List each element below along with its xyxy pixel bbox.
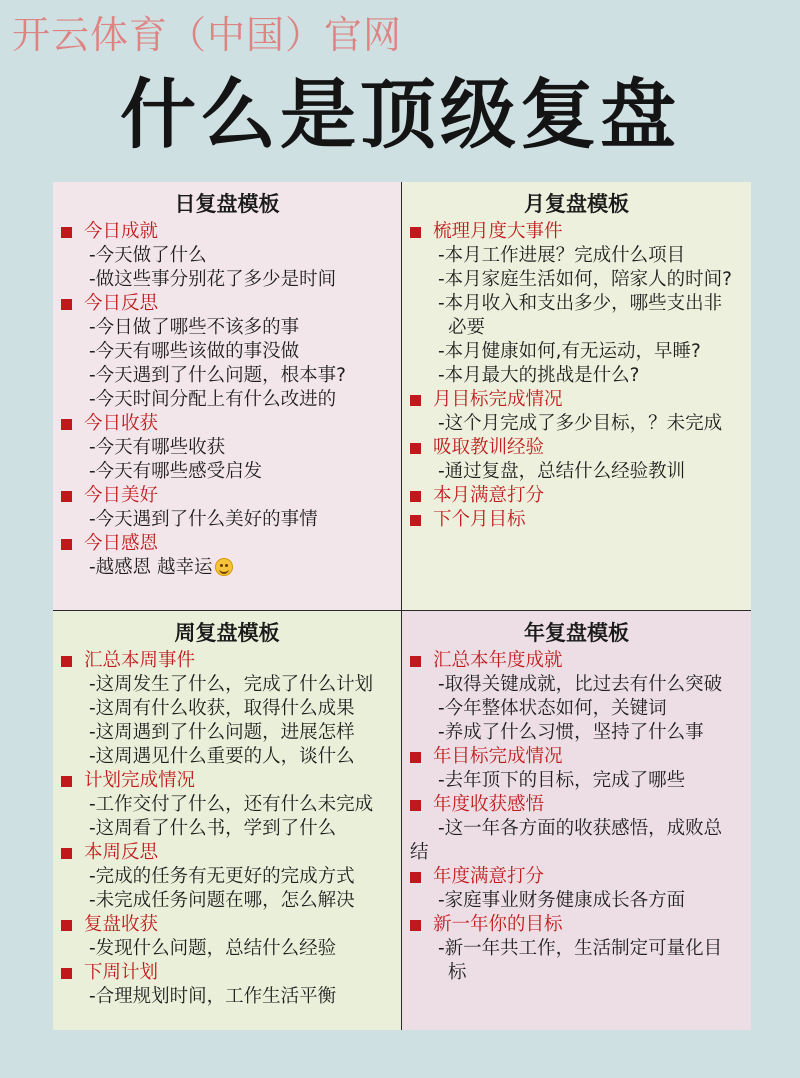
smiley-face-icon <box>215 558 233 576</box>
yearly-review-panel <box>402 611 751 1030</box>
section-line: -发现什么问题，总结什么经验 <box>89 938 337 959</box>
section-heading <box>61 220 397 244</box>
panel-title: 周复盘模板 <box>174 621 280 645</box>
section <box>410 388 747 436</box>
section-heading-text: 月目标完成情况 <box>433 389 563 410</box>
section-line: -这一年各方面的收获感悟，成败总 <box>438 818 723 839</box>
section <box>61 532 397 580</box>
section-heading <box>410 508 747 532</box>
section-heading <box>61 961 397 985</box>
section-line: -本月健康如何,有无运动，早睡? <box>438 341 701 362</box>
section-heading-text: 梳理月度大事件 <box>433 221 563 242</box>
section-heading-text: 复盘收获 <box>84 914 159 935</box>
section-heading-text: 吸取教训经验 <box>433 437 545 458</box>
section-line: -这周遇见什么重要的人，谈什么 <box>89 746 355 767</box>
section <box>410 436 747 484</box>
section-line: -今年整体状态如何，关键词 <box>438 698 667 719</box>
square-bullet-icon <box>61 968 72 979</box>
section-heading <box>410 745 747 769</box>
section-line: -本月最大的挑战是什么? <box>438 365 640 386</box>
section-heading-text: 今日美好 <box>84 485 159 506</box>
weekly-review-panel <box>53 611 402 1030</box>
square-bullet-icon <box>61 848 72 859</box>
section-line: -今天做了什么 <box>89 245 207 266</box>
section-line <box>61 556 397 580</box>
panel-title: 年复盘模板 <box>524 621 629 645</box>
section <box>61 769 397 841</box>
section-heading <box>61 841 397 865</box>
section <box>410 793 747 865</box>
section-heading-text: 今日感恩 <box>84 533 159 554</box>
section-heading-text: 年目标完成情况 <box>433 746 563 767</box>
square-bullet-icon <box>61 776 72 787</box>
section-heading-text: 年度收获感悟 <box>433 794 545 815</box>
section-line: -新一年共工作，生活制定可量化目 <box>438 938 723 959</box>
section-heading <box>61 484 397 508</box>
section-heading-text: 汇总本年度成就 <box>433 650 563 671</box>
section-heading-text: 汇总本周事件 <box>84 650 196 671</box>
section-line: -取得关键成就，比过去有什么突破 <box>438 674 723 695</box>
section <box>410 649 747 745</box>
section-line: -今日做了哪些不该多的事 <box>89 317 300 338</box>
section-heading-text: 下周计划 <box>84 962 159 983</box>
section-heading <box>410 865 747 889</box>
section-line: -这个月完成了多少目标，？未完成 <box>438 413 723 434</box>
section-line: -这周遇到了什么问题，进展怎样 <box>89 722 355 743</box>
section-heading-text: 本月满意打分 <box>433 485 545 506</box>
section-heading <box>61 649 397 673</box>
square-bullet-icon <box>61 299 72 310</box>
square-bullet-icon <box>410 656 421 667</box>
section-heading-text: 下个月目标 <box>433 509 526 530</box>
section-line: -今天有哪些该做的事没做 <box>89 341 300 362</box>
square-bullet-icon <box>410 515 421 526</box>
section-heading <box>61 769 397 793</box>
section-heading <box>410 388 747 412</box>
section-heading <box>410 649 747 673</box>
section-line-text: -越感恩 越幸运 <box>89 557 213 578</box>
section-heading-text: 年度满意打分 <box>433 866 545 887</box>
section <box>61 961 397 1009</box>
section-heading-text: 计划完成情况 <box>84 770 196 791</box>
panel-title: 月复盘模板 <box>524 192 629 216</box>
section-line: -去年顶下的目标，完成了哪些 <box>438 770 686 791</box>
square-bullet-icon <box>410 491 421 502</box>
monthly-review-panel <box>402 182 751 611</box>
daily-review-panel <box>53 182 402 611</box>
square-bullet-icon <box>410 872 421 883</box>
section-line-continued: 标 <box>448 962 467 983</box>
watermark-text: 开云体育（中国）官网 <box>12 13 403 57</box>
section <box>410 745 747 793</box>
section-heading-text: 今日反思 <box>84 293 159 314</box>
square-bullet-icon <box>61 539 72 550</box>
section-heading-text: 今日收获 <box>84 413 159 434</box>
section-line: -这周发生了什么，完成了什么计划 <box>89 674 374 695</box>
section-heading <box>410 793 747 817</box>
section-line: -通过复盘，总结什么经验教训 <box>438 461 686 482</box>
section <box>61 412 397 484</box>
section-heading-text: 今日成就 <box>84 221 159 242</box>
square-bullet-icon <box>410 920 421 931</box>
section-heading <box>410 484 747 508</box>
section-line: -这周有什么收获，取得什么成果 <box>89 698 355 719</box>
section <box>410 508 747 532</box>
section <box>61 220 397 292</box>
square-bullet-icon <box>410 443 421 454</box>
section-line: -做这些事分别花了多少是时间 <box>89 269 337 290</box>
section-line: -这周看了什么书，学到了什么 <box>89 818 337 839</box>
section-heading <box>410 913 747 937</box>
square-bullet-icon <box>61 656 72 667</box>
section <box>61 484 397 532</box>
section <box>61 292 397 412</box>
section-line: -家庭事业财务健康成长各方面 <box>438 890 686 911</box>
section <box>410 913 747 985</box>
section-heading-text: 新一年你的目标 <box>433 914 563 935</box>
section-line-continued: 结 <box>410 842 429 863</box>
section <box>410 484 747 508</box>
square-bullet-icon <box>410 752 421 763</box>
section-heading-text: 本周反思 <box>84 842 159 863</box>
section <box>410 220 747 388</box>
square-bullet-icon <box>61 920 72 931</box>
section-line: -今天遇到了什么问题，根本事? <box>89 365 346 386</box>
section-line: -今天有哪些收获 <box>89 437 226 458</box>
section-line: -本月工作进展？完成什么项目 <box>438 245 686 266</box>
section-line: -今天遇到了什么美好的事情 <box>89 509 318 530</box>
section <box>410 865 747 913</box>
section-heading <box>410 220 747 244</box>
section-line: -本月收入和支出多少，哪些支出非 <box>438 293 723 314</box>
square-bullet-icon <box>410 395 421 406</box>
page-title: 什么是顶级复盘 <box>120 70 680 159</box>
section <box>61 649 397 769</box>
square-bullet-icon <box>410 800 421 811</box>
section-line: -未完成任务问题在哪，怎么解决 <box>89 890 355 911</box>
section-line: -工作交付了什么，还有什么未完成 <box>89 794 374 815</box>
section-line: -本月家庭生活如何，陪家人的时间? <box>438 269 732 290</box>
section-heading <box>61 532 397 556</box>
section-line: -今天时间分配上有什么改进的 <box>89 389 337 410</box>
square-bullet-icon <box>61 491 72 502</box>
section-line: -合理规划时间，工作生活平衡 <box>89 986 337 1007</box>
section-heading <box>410 436 747 460</box>
section-heading <box>61 292 397 316</box>
template-grid <box>53 182 751 1030</box>
section-line: -今天有哪些感受启发 <box>89 461 263 482</box>
section <box>61 841 397 913</box>
section-heading <box>61 913 397 937</box>
section <box>61 913 397 961</box>
panel-title: 日复盘模板 <box>174 192 280 216</box>
square-bullet-icon <box>61 419 72 430</box>
section-heading <box>61 412 397 436</box>
section-line: -完成的任务有无更好的完成方式 <box>89 866 355 887</box>
section-line-continued: 必要 <box>448 317 486 338</box>
section-line: -养成了什么习惯，坚持了什么事 <box>438 722 704 743</box>
square-bullet-icon <box>410 227 421 238</box>
square-bullet-icon <box>61 227 72 238</box>
